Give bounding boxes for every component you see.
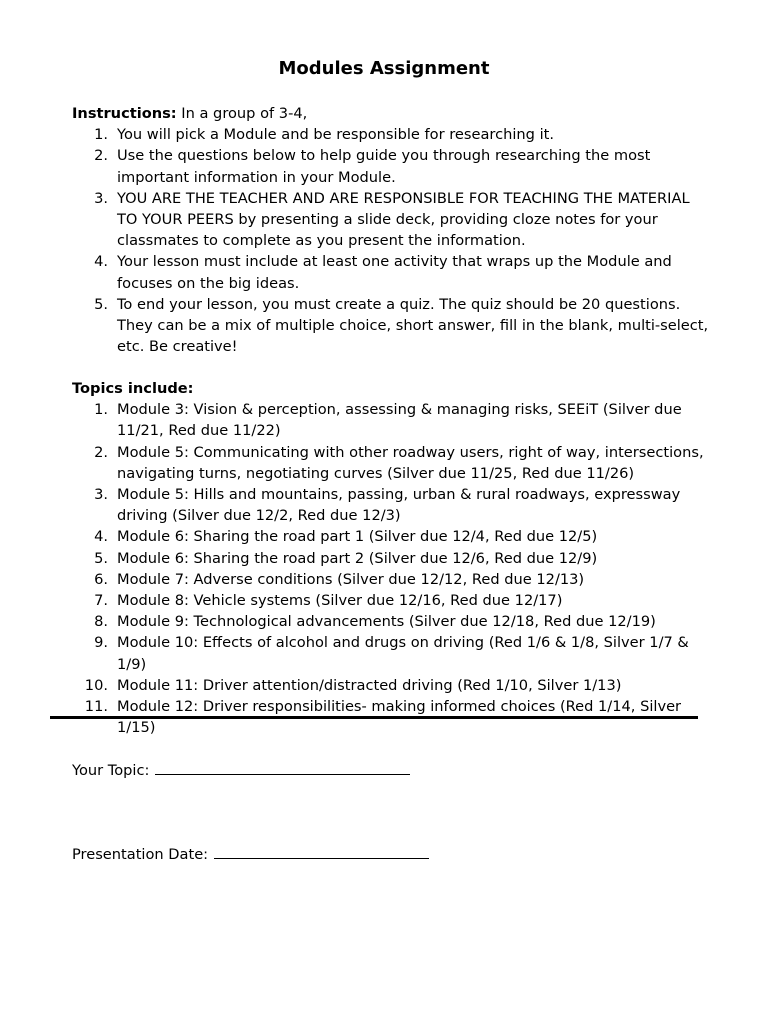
list-text: Module 10: Effects of alcohol and drugs on driving (Red 1/6 & 1/8, Silver 1/7 & 1/9): [117, 634, 689, 673]
list-number: 4.: [94, 528, 108, 546]
topic-item: [72, 442, 712, 484]
instructions-list: [72, 124, 712, 357]
instruction-item: [72, 294, 712, 358]
list-number: 5.: [94, 295, 108, 313]
topic-item: [72, 632, 712, 674]
instruction-item: [72, 188, 712, 252]
list-number: 9.: [94, 634, 108, 652]
list-text: Module 6: Sharing the road part 1 (Silver due 12/4, Red due 12/5): [117, 528, 598, 546]
list-text: Your lesson must include at least one activity that wraps up the Module and focuses on the big ideas.: [117, 253, 672, 292]
presentation-date-field: [72, 843, 429, 865]
topic-item: [72, 399, 712, 441]
list-text: To end your lesson, you must create a quiz. The quiz should be 20 questions. They can be a mix of multiple choice, short answer, fill in the blank, multi-select, etc. Be creative!: [117, 295, 709, 356]
topics-label: Topics include:: [72, 380, 194, 397]
topics-section: [72, 378, 712, 738]
topic-item: [72, 548, 712, 569]
list-text: Module 5: Hills and mountains, passing, urban & rural roadways, expressway driving (Silver due 12/2, Red due 12/3): [117, 486, 681, 525]
page-title: Modules Assignment: [278, 58, 490, 79]
list-number: 8.: [94, 613, 108, 631]
list-text: Module 9: Technological advancements (Silver due 12/18, Red due 12/19): [117, 613, 656, 631]
list-text: Module 3: Vision & perception, assessing & managing risks, SEEiT (Silver due 11/21, Red due 11/22): [117, 401, 682, 440]
instruction-item: [72, 251, 712, 293]
section-divider: [50, 716, 698, 719]
list-number: 10.: [84, 676, 108, 694]
topics-list: [72, 399, 712, 738]
list-number: 1.: [94, 401, 108, 419]
topic-item: [72, 526, 712, 547]
your-topic-blank[interactable]: [155, 759, 410, 775]
presentation-date-label: Presentation Date:: [72, 846, 209, 863]
topic-item: [72, 484, 712, 526]
list-number: 4.: [94, 253, 108, 271]
list-text: YOU ARE THE TEACHER AND ARE RESPONSIBLE FOR TEACHING THE MATERIAL TO YOUR PEERS by presenting a slide deck, providing cloze notes for your classmates to complete as you present the information.: [117, 189, 690, 250]
list-number: 2.: [94, 147, 108, 165]
instruction-item: [72, 145, 712, 187]
your-topic-field: [72, 759, 410, 781]
list-text: Module 6: Sharing the road part 2 (Silver due 12/6, Red due 12/9): [117, 549, 598, 567]
list-text: Module 7: Adverse conditions (Silver due 12/12, Red due 12/13): [117, 570, 585, 588]
instructions-intro: [72, 103, 712, 124]
list-number: 3.: [94, 486, 108, 504]
topic-item: [72, 611, 712, 632]
list-number: 6.: [94, 570, 108, 588]
instructions-label: Instructions:: [72, 105, 177, 122]
list-number: 5.: [94, 549, 108, 567]
list-text: Module 5: Communicating with other roadway users, right of way, intersections, navigating turns, negotiating curves (Silver due 11/25, Red due 11/26): [117, 443, 704, 482]
presentation-date-blank[interactable]: [214, 843, 429, 859]
list-text: Module 8: Vehicle systems (Silver due 12/16, Red due 12/17): [117, 592, 563, 610]
list-text: Use the questions below to help guide you through researching the most important information in your Module.: [117, 147, 651, 186]
list-text: Module 12: Driver responsibilities- making informed choices (Red 1/14, Silver 1/15): [117, 698, 682, 737]
list-number: 3.: [94, 189, 108, 207]
list-number: 11.: [84, 698, 108, 716]
topic-item: [72, 675, 712, 696]
list-number: 2.: [94, 443, 108, 461]
instructions-intro-text: In a group of 3-4,: [176, 105, 308, 122]
list-number: 1.: [94, 126, 108, 144]
instruction-item: [72, 124, 712, 145]
your-topic-label: Your Topic:: [72, 762, 150, 779]
list-number: 7.: [94, 592, 108, 610]
list-text: You will pick a Module and be responsible for researching it.: [117, 126, 554, 144]
instructions-section: [72, 103, 712, 357]
topic-item: [72, 590, 712, 611]
list-text: Module 11: Driver attention/distracted driving (Red 1/10, Silver 1/13): [117, 676, 622, 694]
topic-item: [72, 569, 712, 590]
